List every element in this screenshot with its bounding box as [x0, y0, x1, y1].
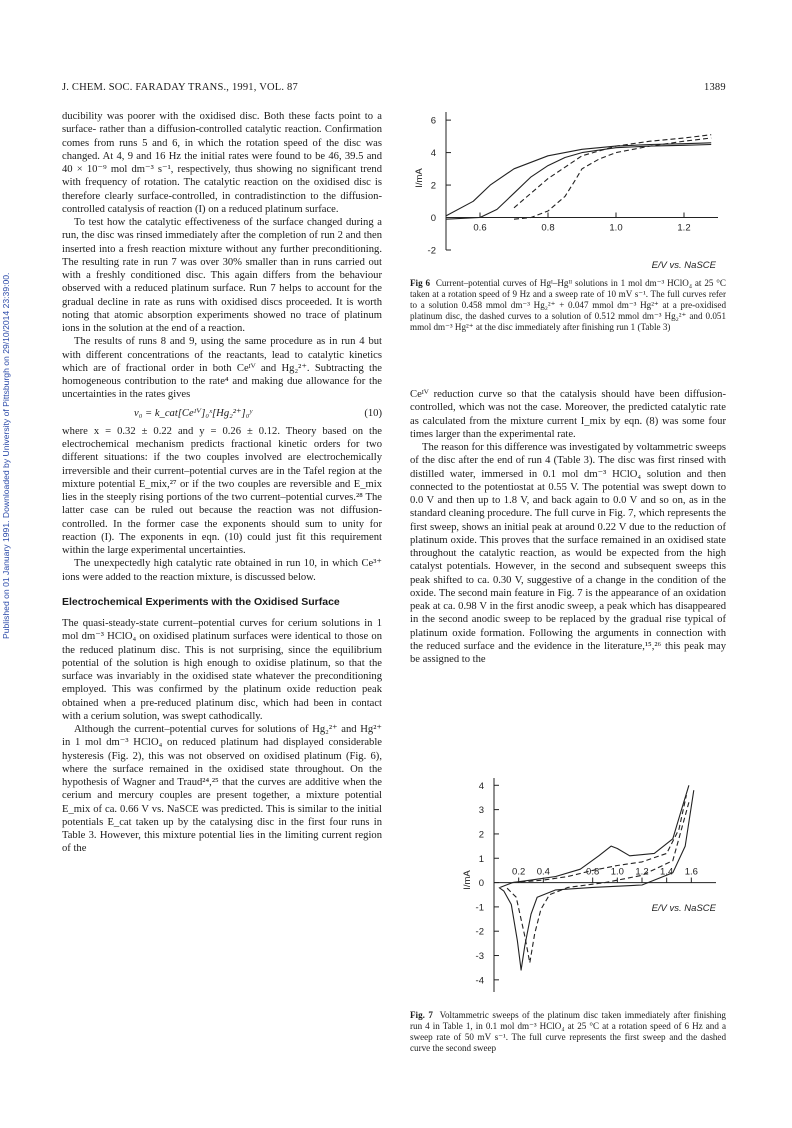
figure-6-chart — [410, 106, 730, 270]
paragraph: The results of runs 8 and 9, using the same procedure as in run 4 but with different concentrations of the reactants, lead to catalytic kinetics which are of fractional order in both Ceᴵⱽ and Hg₂²⁺. Subtracting the homogeneous contribution to the rate⁴ and making due allowance for the uncertainties in the rates gives — [62, 336, 382, 401]
paragraph: The quasi-steady-state current–potential curves for cerium solutions in 1 mol dm⁻³ HClO₄ on oxidised platinum surfaces were identical to those on the reduced platinum disc. This is not surprising, since the equilibrium potential of the solution is high enough to oxidise platinum, so that the surface was invariably in the oxidised state whatever the preconditioning employed. This was confirmed by the platinum oxide reduction peak obtained when a pre-reduced platinum disc, which had been in contact with a cerium solution, was swept cathodically. — [62, 618, 382, 722]
journal-header: J. CHEM. SOC. FARADAY TRANS., 1991, VOL. 87 — [62, 82, 298, 93]
y-tick-label: 2 — [478, 829, 484, 841]
paragraph: Ceᴵⱽ reduction curve so that the catalysis should have been diffusion-controlled, which was not the case. Moreover, the predicted catalytic rate as calculated from the mixture current I_mix by eqn. (8) was some four times larger than the experimental rate. — [410, 389, 726, 440]
x-tick-label: 1.0 — [609, 222, 623, 234]
y-tick-label: 0 — [430, 213, 436, 225]
y-axis-label: I/mA — [414, 168, 425, 188]
y-tick-label: 1 — [478, 853, 484, 865]
page-number: 1389 — [704, 82, 726, 93]
x-tick-label: 1.2 — [635, 866, 649, 878]
figure-6-caption — [410, 278, 726, 333]
x-tick-label: 1.0 — [610, 866, 624, 878]
x-tick-label: 1.4 — [660, 866, 674, 878]
download-notice: Published on 01 January 1991. Downloaded by University of Pittsburgh on 29/10/2014 23:39:00. — [1, 272, 11, 639]
paragraph: where x = 0.32 ± 0.22 and y = 0.26 ± 0.12. Theory based on the electrochemical mechanism predicts fractional kinetic orders for two different situations: if the two couples involved are electrochemically irreversible and their current–potential curves are in the Tafel region at the mixture potential E_mix,²⁷ or if the two couples are reversible and E_mix lies in the steeply rising portions of the two current–potential curves.²⁸ The latter case can be ruled out because the reaction was not diffusion-controlled. In the former case the exponents should sum to unity for reaction (I). The exponents in eqn. (10) could just fit this requirement within the large experimental uncertainties. — [62, 425, 382, 556]
x-tick-label: 0.6 — [473, 222, 487, 234]
caption-text: Voltammetric sweeps of the platinum disc taken immediately after finishing run 4 in Table 1, in 0.1 mol dm⁻³ HClO₄ at 25 °C at a rotation speed of 6 Hz and a sweep rate of 50 mV s⁻¹. The full curve represents the first sweep and the dashed curve the second sweep — [410, 1010, 726, 1053]
y-tick-label: 2 — [430, 180, 436, 192]
x-tick-label: 0.4 — [536, 866, 550, 878]
equation: v₀ = k_cat[Ceᴵⱽ]₀ˣ[Hg₂²⁺]₀ʸ — [134, 407, 253, 419]
y-axis-label: I/mA — [462, 870, 473, 890]
left-column — [62, 110, 382, 856]
x-tick-label: 0.8 — [541, 222, 555, 234]
right-column — [410, 388, 726, 666]
y-tick-label: 4 — [478, 780, 484, 792]
paragraph: ducibility was poorer with the oxidised disc. Both these facts point to a surface- rather than a diffusion-controlled catalytic reaction. Confirmation comes from runs 5 and 6, in which the rotation speed of the disc was changed. At 4, 9 and 16 Hz the initial rates were found to be 46, 39.5 and 40 × 10⁻⁹ mol dm⁻³ s⁻¹, respectively, thus showing no significant trend with frequency of rotation. The catalytic reaction on the oxidised disc is therefore clearly surface-controlled, in contradistinction to the diffusion-controlled catalysis of reaction (I) on a reduced platinum surface. — [62, 111, 382, 215]
equation-10 — [62, 402, 382, 425]
y-tick-label: -3 — [475, 951, 484, 963]
x-tick-label: 1.6 — [684, 866, 698, 878]
y-tick-label: 6 — [430, 115, 436, 127]
x-axis-label: E/V vs. NaSCE — [651, 260, 716, 270]
section-heading: Electrochemical Experiments with the Oxidised Surface — [62, 595, 340, 608]
caption-text: Current–potential curves of Hgᴵ–Hgᴵᴵ solutions in 1 mol dm⁻³ HClO₄ at 25 °C taken at a rotation speed of 9 Hz and a sweep rate of 10 mV s⁻¹. The full curves refer to a solution 0.458 mmol dm⁻³ Hg₂²⁺ + 0.047 mmol dm⁻³ Hg²⁺ at a pre-oxidised platinum disc, the dashed curves to a solution of 0.512 mmol dm⁻³ Hg₂²⁺ and 0.051 mmol dm⁻³ Hg²⁺ at the disc immediately after finishing run 1 (Table 3) — [410, 278, 726, 332]
x-tick-label: 0.8 — [586, 866, 600, 878]
paragraph: The reason for this difference was investigated by voltammetric sweeps of the disc after the end of run 4 (Table 3). The disc was first rinsed with distilled water, immersed in 0.1 mol dm⁻³ HClO₄ solution and then connected to the potentiostat at 0.55 V. The potential was swept down to 0.0 V and then up to 1.8 V, and back again to 0.0 V and so on, as in the standard cleaning procedure. The full curve in Fig. 7, which represents the first sweep, shows an initial peak at around 0.22 V due to the reduction of platinum oxide. This proves that the surface remained in an oxidised state throughout the catalytic reaction, as would be expected from the high catalyst potentials. However, in the second and subsequent sweeps this peak shifted to ca. 0.30 V, suggestive of a change in the condition of the oxide. The second main feature in Fig. 7 is the appearance of an oxidation peak at ca. 0.98 V in the first anodic sweep, a peak which has disappeared in the second anodic sweep to be replaced by the gradual rise typical of platinum oxide formation. Following the arguments in connection with the reduced surface and the evidence in the literature,¹⁵,²⁶ this peak may be assigned to the — [410, 442, 726, 665]
x-tick-label: 1.2 — [677, 222, 691, 234]
series-line-1-full — [446, 145, 711, 220]
y-tick-label: -2 — [427, 245, 436, 257]
equation-number: (10) — [364, 407, 382, 419]
paragraph: To test how the catalytic effectiveness of the surface changed during a run, the disc was rinsed immediately after the completion of run 2 and then inserted into a fresh reaction mixture without any further preconditioning. The resulting rate in run 7 was over 30% smaller than in runs carried out with a freshly conditioned disc. This again differs from the behaviour observed with a reduced platinum surface. Run 7 helps to account for the gradual decline in rate as runs with oxidised discs proceeded. It is worth noting that atomic absorption experiments showed no trace of platinum ions in the solution at the end of a reaction. — [62, 217, 382, 334]
y-tick-label: -4 — [475, 975, 484, 987]
y-tick-label: -1 — [475, 902, 484, 914]
paragraph: Although the current–potential curves for solutions of Hg₂²⁺ and Hg²⁺ in 1 mol dm⁻³ HClO₄ on reduced platinum had displayed considerable hysteresis (Fig. 2), this was not observed on oxidised platinum (Fig. 6), where the surface remained in the oxidised state throughout. On the hypothesis of Wagner and Traud²⁴,²⁵ that the curves are additive when the cerium and mercury couples are present together, a mixture potential E_mix of ca. 0.66 V vs. NaSCE was predicted. This is similar to the initial potentials E_cat taken up by the catalysing disc in the first four runs in Table 3. However, this mixture potential lies in the limiting current region of the — [62, 724, 382, 855]
paragraph: The unexpectedly high catalytic rate obtained in run 10, in which Ce³⁺ ions were added to the reaction mixture, is discussed below. — [62, 558, 382, 583]
figure-7-chart — [410, 768, 730, 1000]
x-axis-label: E/V vs. NaSCE — [651, 903, 716, 914]
figure-7-caption — [410, 1010, 726, 1054]
caption-label: Fig. 7 — [410, 1010, 433, 1020]
y-tick-label: 4 — [430, 148, 436, 160]
caption-label: Fig 6 — [410, 278, 431, 288]
x-tick-label: 0.2 — [512, 866, 526, 878]
series-line-3-dashed — [514, 138, 711, 219]
y-tick-label: -2 — [475, 926, 484, 938]
y-tick-label: 3 — [478, 805, 484, 817]
y-tick-label: 0 — [478, 878, 484, 890]
